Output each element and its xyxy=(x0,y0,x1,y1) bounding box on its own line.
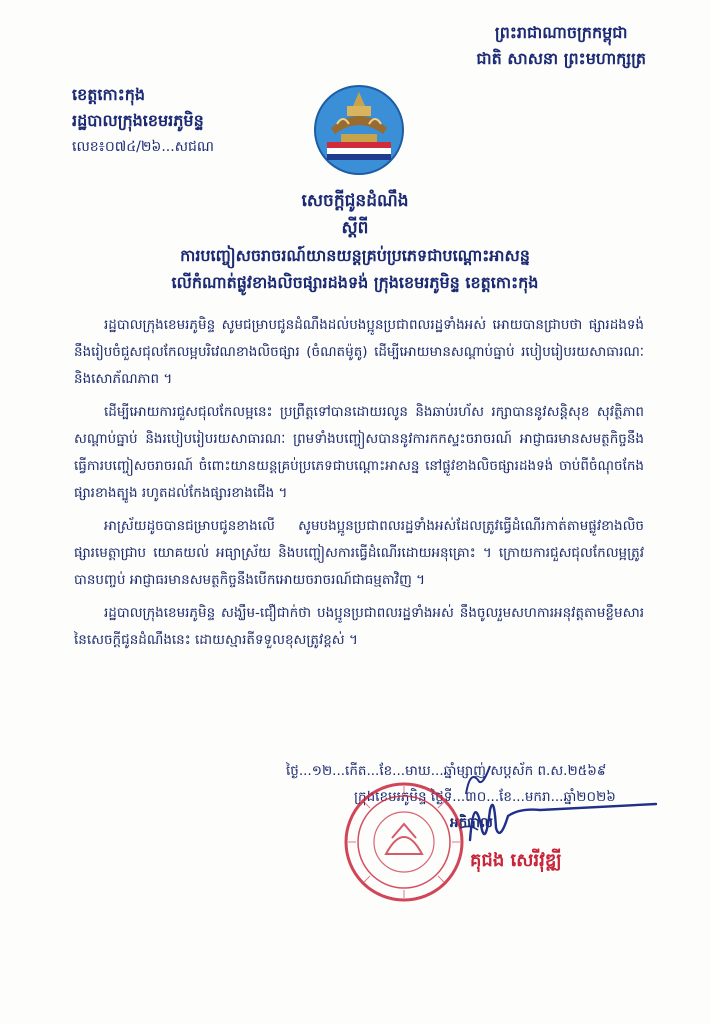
notice-title-block xyxy=(0,188,710,296)
notice-body xyxy=(74,312,644,660)
issuing-authority xyxy=(72,82,214,160)
notice-subject-line-1: ការបញ្ចៀសចរាចរណ៍យានយន្តគ្រប់ប្រភេទជាបណ្តោះអាសន្ន xyxy=(180,246,530,265)
solar-date: ក្រុងខេមរភូមិន្ទ ថ្ងៃទី...៣០...ខែ...មករា...ឆ្នាំ២០២៦ xyxy=(354,789,616,805)
governor-title: អភិបាល xyxy=(450,815,493,831)
reference-number: លេខ៖០៧៤/២៦...សជណ xyxy=(72,139,215,155)
body-paragraph: អាស្រ័យដូចបានជម្រាបជូនខាងលើ សូមបងប្អូនប្រជាពលរដ្ឋទាំងអស់ដែលត្រូវធ្វើដំណើរកាត់តាមផ្លូវខាងលិចផ្សារមេត្តាជ្រាប យោគយល់ អធ្យាស្រ័យ និងបញ្ចៀសការធ្វើដំណើរដោយអនុគ្រោះ ។ ក្រោយការជួសជុលកែលម្អត្រូវបានបញ្ចប់ អាជ្ញាធរមានសមត្ថកិច្ចនឹងបើកអោយចរាចរណ៍ជាធម្មតាវិញ ។ xyxy=(74,518,644,588)
body-paragraph: ដើម្បីអោយការជួសជុលកែលម្អនេះ ប្រព្រឹត្តទៅបានដោយរលូន និងឆាប់រហ័ស រក្សាបាននូវសន្តិសុខ សុវត្ថិភាព សណ្តាប់ធ្នាប់ និងរបៀបរៀបរយសាធារណៈ ព្រមទាំងបញ្ចៀសបាននូវការកកស្ទះចរាចរណ៍ អាជ្ញាធរមានសមត្ថកិច្ចនឹងធ្វើការបញ្ចៀសចរាចរណ៍ ចំពោះយានយន្តគ្រប់ប្រភេទជាបណ្តោះអាសន្ន នៅផ្លូវខាងលិចផ្សារដងទង់ ចាប់ពីចំណុចកែងផ្សារខាងត្បូង រហូតដល់កែងផ្សារខាងជើង ។ xyxy=(74,404,644,501)
province-name: ខេត្តកោះកុង xyxy=(72,85,146,104)
kingdom-name: ព្រះរាជាណាចក្រកម្ពុជា xyxy=(494,23,628,42)
notice-regarding: ស្តីពី xyxy=(341,218,369,238)
signer-name: គុជង សេរីវុឌ្ឍី xyxy=(470,850,562,871)
body-paragraph: រដ្ឋបាលក្រុងខេមរភូមិន្ទ សង្ឃឹម-ជឿជាក់ថា បងប្អូនប្រជាពលរដ្ឋទាំងអស់ នឹងចូលរួមសហការអនុវត្តតាមខ្លឹមសារ នៃសេចក្តីជូនដំណឹងនេះ ដោយស្មារតីទទួលខុសត្រូវខ្ពស់ ។ xyxy=(74,605,644,648)
notice-title: សេចក្តីជូនដំណឹង xyxy=(301,191,409,211)
kingdom-header xyxy=(476,20,646,72)
ministry-emblem-icon xyxy=(313,84,405,176)
national-motto: ជាតិ សាសនា ព្រះមហាក្សត្រ xyxy=(476,49,646,68)
notice-subject-line-2: លើកំណាត់ផ្លូវខាងលិចផ្សារដងទង់ ក្រុងខេមរភូមិន្ទ ខេត្តកោះកុង xyxy=(171,273,539,292)
body-paragraph: រដ្ឋបាលក្រុងខេមរភូមិន្ទ សូមជម្រាបជូនដំណឹងដល់បងប្អូនប្រជាពលរដ្ឋទាំងអស់ អោយបានជ្រាបថា ផ្សារដងទង់នឹងរៀបចំជួសជុលកែលម្អបរិវេណខាងលិចផ្សារ (ចំណតម៉ូតូ) ដើម្បីអោយមានសណ្តាប់ធ្នាប់ របៀបរៀបរយសាធារណៈ និងសោភ័ណភាព ។ xyxy=(74,317,644,387)
lunar-date: ថ្ងៃ...១២...កើត...ខែ...មាឃ...ឆ្នាំម្សាញ់ សប្តស័ក ព.ស.២៥៦៩ xyxy=(286,763,607,779)
handwritten-signature-icon xyxy=(430,780,660,850)
city-administration: រដ្ឋបាលក្រុងខេមរភូមិន្ទ xyxy=(72,111,204,130)
